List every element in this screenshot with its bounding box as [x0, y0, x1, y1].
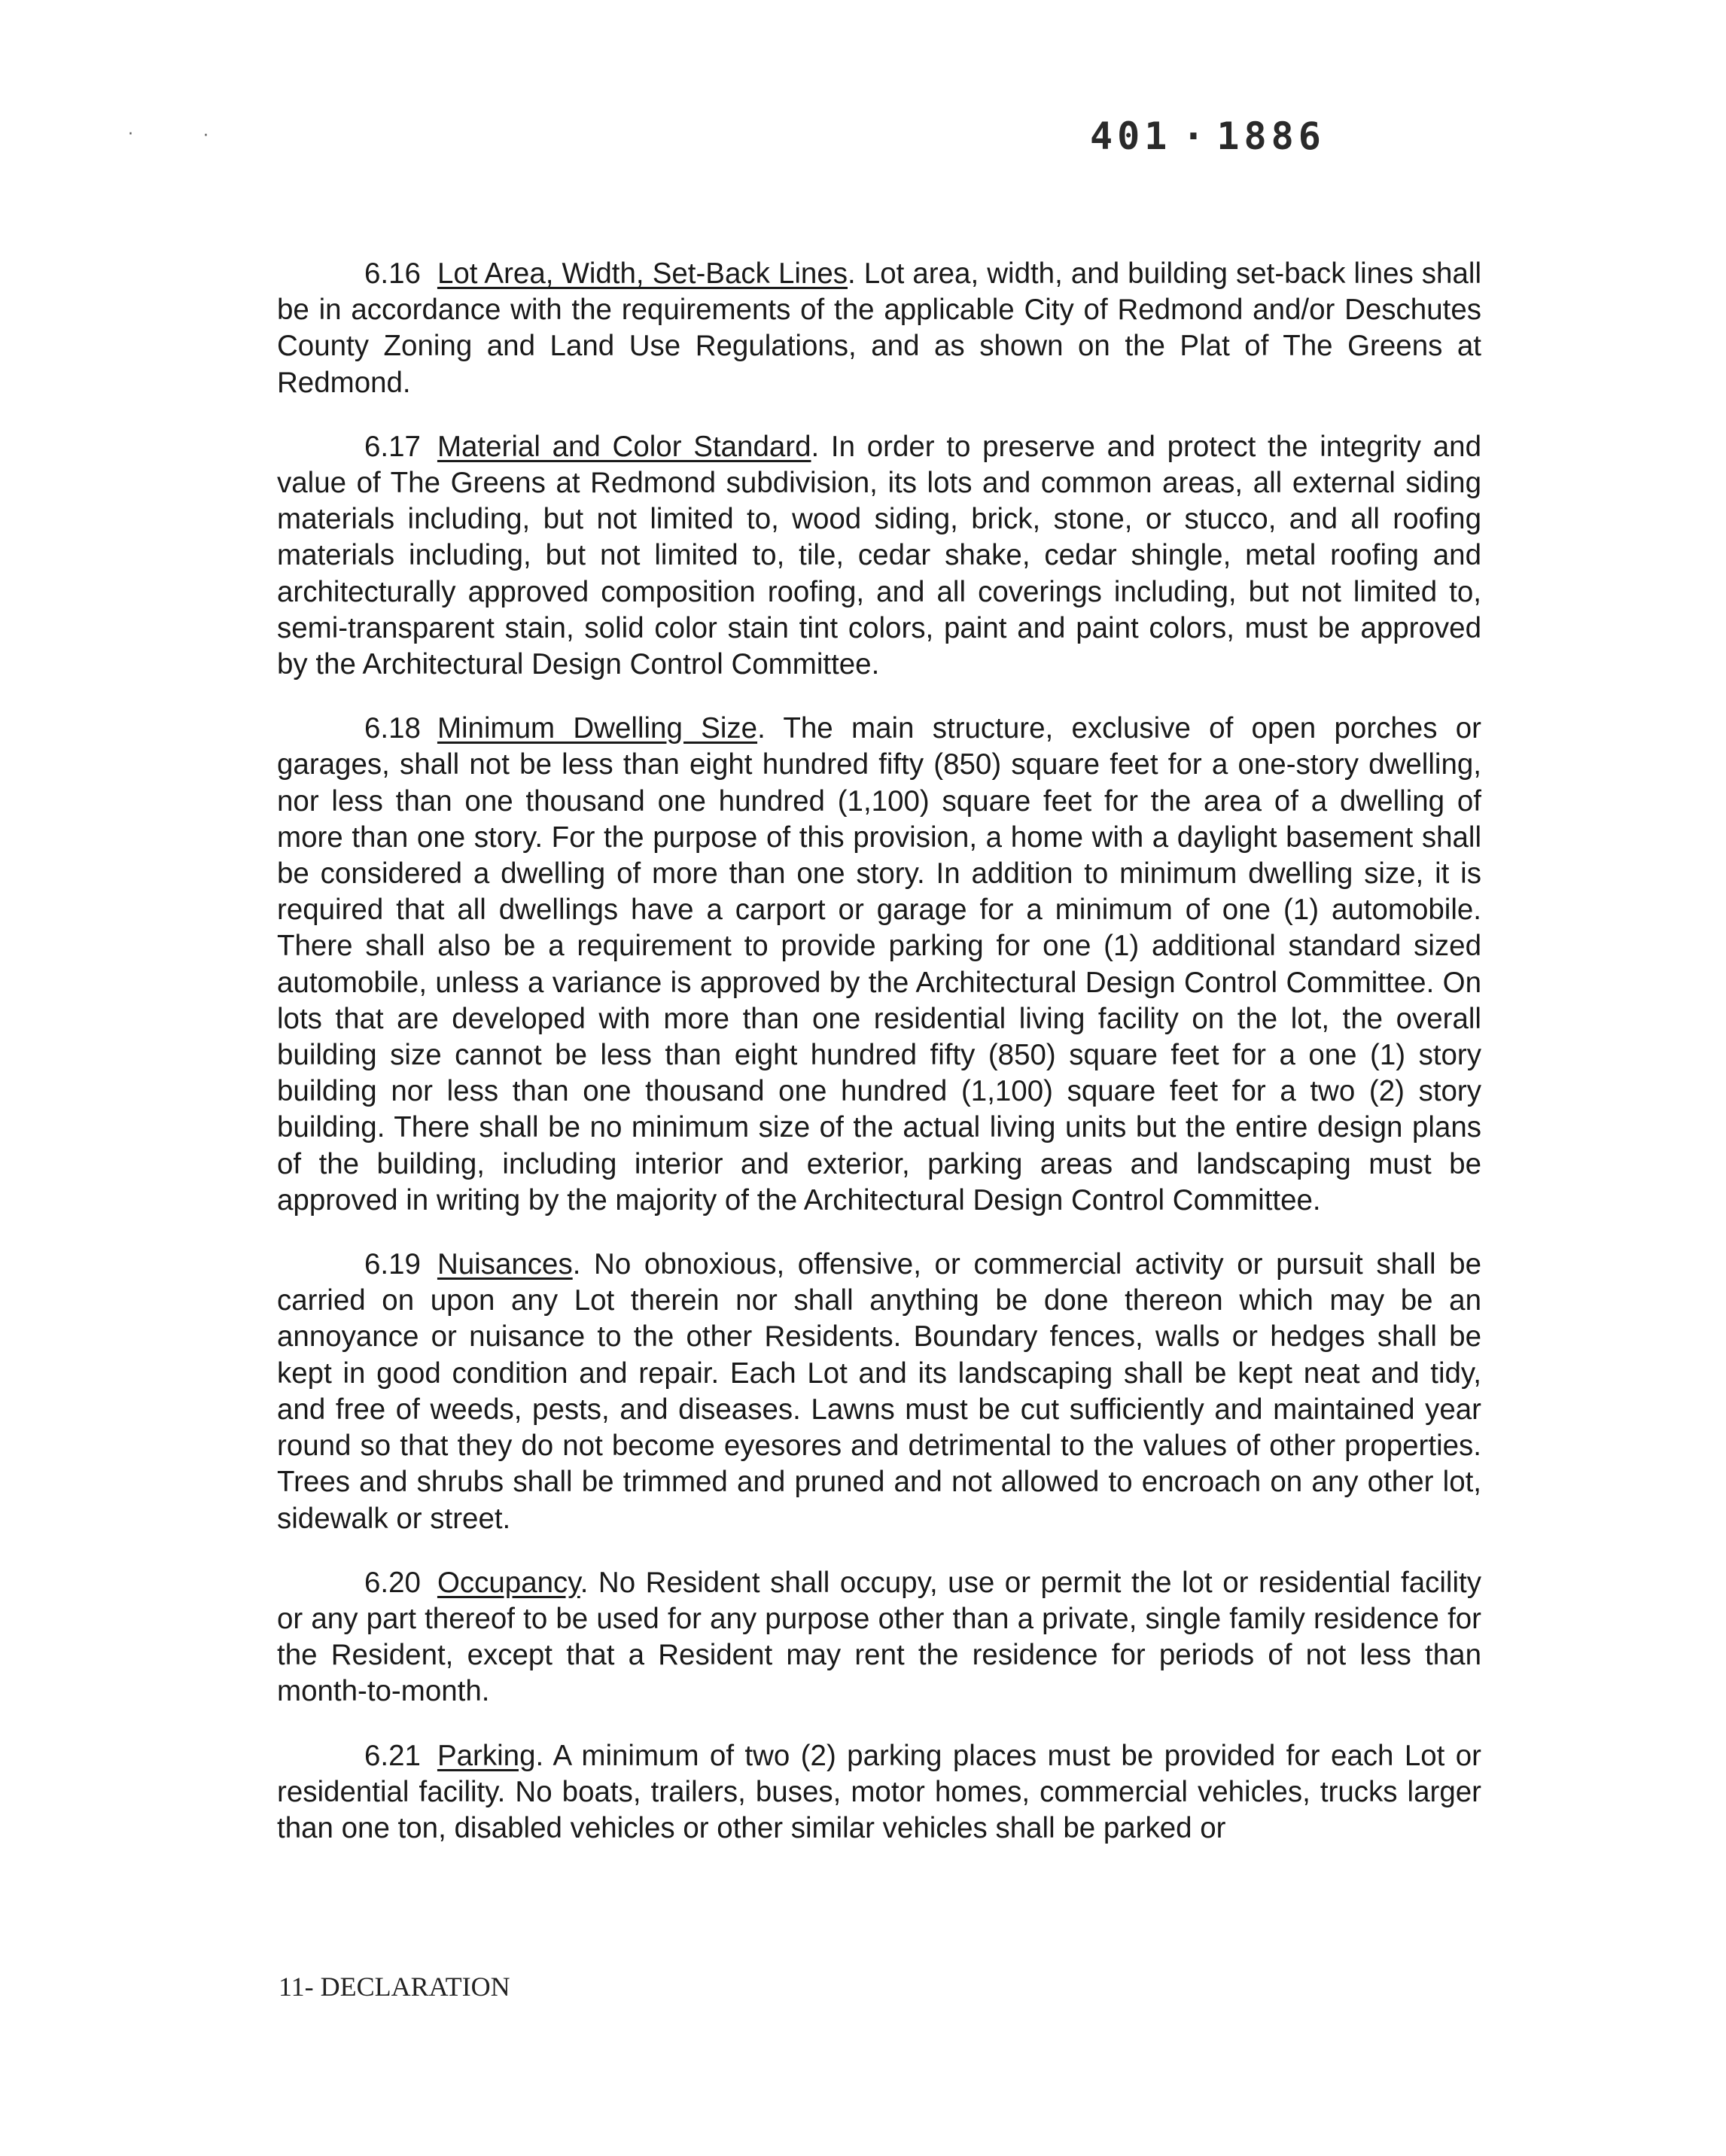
declaration-body	[277, 256, 1481, 1874]
section-text: . Lot area, width, and building set-back lines shall be in accordance with the requirements of the applicable City of Redmond and/or Deschutes County Zoning and Land Use Regulations, and as shown on the Plat of The Greens at Redmond.	[277, 257, 1481, 399]
section-number: 6.19	[364, 1248, 421, 1281]
section-heading: Minimum Dwelling Size	[437, 712, 758, 745]
stamp-page-number: 1886	[1216, 114, 1326, 158]
section-6-21	[277, 1738, 1481, 1847]
section-text: . No obnoxious, offensive, or commercial activity or pursuit shall be carried on upon any Lot therein nor shall anything be done thereon which may be an annoyance or nuisance to the other Residents. Boundary fences, walls or hedges shall be kept in good condition and repair. Each Lot and its landscaping shall be kept neat and tidy, and free of weeds, pests, and diseases. Lawns must be cut sufficiently and maintained year round so that they do not become eyesores and detrimental to the values of other properties. Trees and shrubs shall be trimmed and pruned and not allowed to encroach on any other lot, sidewalk or street.	[277, 1248, 1481, 1535]
section-heading: Material and Color Standard	[437, 430, 811, 463]
section-6-19	[277, 1247, 1481, 1537]
section-6-17	[277, 429, 1481, 683]
section-number: 6.17	[364, 430, 421, 463]
section-text: . The main structure, exclusive of open porches or garages, shall not be less than eight hundred fifty (850) square feet for a one-story dwelling, nor less than one thousand one hundred (1,100) square feet for the area of a dwelling of more than one story. For the purpose of this provision, a home with a daylight basement shall be considered a dwelling of more than one story. In addition to minimum dwelling size, it is required that all dwellings have a carport or garage for a minimum of one (1) automobile. There shall also be a requirement to provide parking for one (1) additional standard sized automobile, unless a variance is approved by the Architectural Design Control Committee. On lots that are developed with more than one residential living facility on the lot, the overall building size cannot be less than eight hundred fifty (850) square feet for a one (1) story building nor less than one thousand one hundred (1,100) square feet for a two (2) story building. There shall be no minimum size of the actual living units but the entire design plans of the building, including interior and exterior, parking areas and landscaping must be approved in writing by the majority of the Architectural Design Control Committee.	[277, 712, 1481, 1217]
page-footer: 11- DECLARATION	[279, 1972, 510, 2002]
scan-speck: ·	[203, 126, 209, 145]
section-heading: Nuisances	[437, 1248, 573, 1281]
section-6-18	[277, 711, 1481, 1219]
stamp-separator: ·	[1182, 114, 1210, 158]
section-text: . In order to preserve and protect the integrity and value of The Greens at Redmond subdivision, its lots and common areas, all external siding materials including, but not limited to, wood siding, brick, stone, or stucco, and all roofing materials including, but not limited to, tile, cedar shake, cedar shingle, metal roofing and architecturally approved composition roofing, and all coverings including, but not limited to, semi-transparent stain, solid color stain tint colors, paint and paint colors, must be approved by the Architectural Design Control Committee.	[277, 430, 1481, 681]
section-heading: Lot Area, Width, Set-Back Lines	[437, 257, 848, 290]
section-text: . No Resident shall occupy, use or permit the lot or residential facility or any part thereof to be used for any purpose other than a private, single family residence for the Resident, except that a Resident may rent the residence for periods of not less than month-to-month.	[277, 1566, 1481, 1708]
section-6-16	[277, 256, 1481, 401]
section-number: 6.16	[364, 257, 421, 290]
section-heading: Parking	[437, 1739, 536, 1772]
section-number: 6.20	[364, 1566, 421, 1599]
stamp-book-number: 401	[1090, 114, 1172, 158]
section-6-20	[277, 1565, 1481, 1710]
section-text: . A minimum of two (2) parking places must be provided for each Lot or residential facility. No boats, trailers, buses, motor homes, commercial vehicles, trucks larger than one ton, disabled vehicles or other similar vehicles shall be parked or	[277, 1739, 1481, 1844]
section-number: 6.18	[364, 712, 421, 745]
section-number: 6.21	[364, 1739, 421, 1772]
scan-speck: ·	[128, 125, 133, 144]
section-heading: Occupancy	[437, 1566, 580, 1599]
page-stamp	[1090, 114, 1326, 158]
